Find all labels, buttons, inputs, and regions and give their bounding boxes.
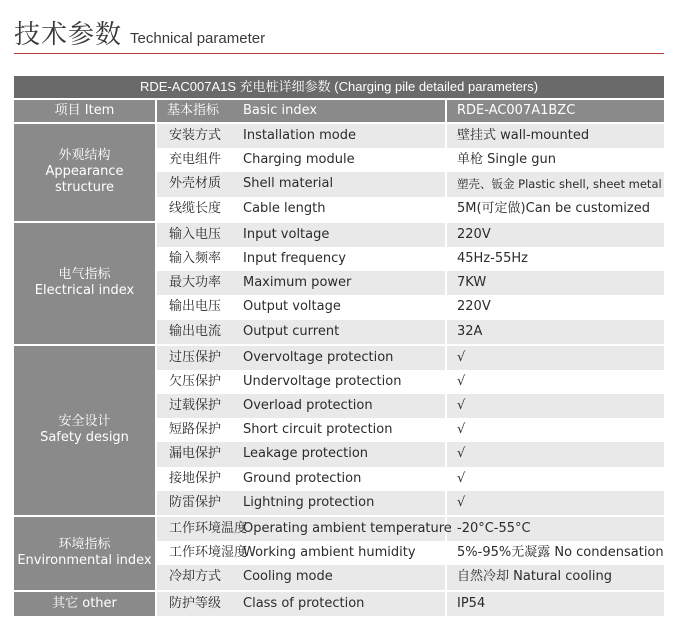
param-name-zh: 输出电压	[169, 299, 222, 315]
param-value: 32A	[457, 323, 483, 339]
param-value: 自然冷却 Natural cooling	[457, 569, 612, 585]
table-header-row	[14, 100, 664, 122]
param-value: 45Hz-55Hz	[457, 250, 528, 266]
table-row	[157, 148, 664, 172]
param-name-en: Overload protection	[243, 394, 447, 418]
param-name-en: Lightning protection	[243, 491, 447, 515]
param-name-zh: 冷却方式	[169, 569, 222, 585]
param-name-zh: 防护等级	[169, 595, 222, 611]
table-row	[157, 124, 664, 148]
table-row	[157, 418, 664, 442]
column-header-basic-zh: 基本指标	[167, 103, 220, 118]
param-value: 单枪 Single gun	[457, 152, 556, 168]
param-name-en: Operating ambient temperature	[243, 517, 447, 541]
check-mark: √	[457, 373, 466, 389]
group-safety-design	[14, 344, 664, 515]
table-row	[157, 565, 664, 589]
param-name-en: Ground protection	[243, 467, 447, 491]
category-label-zh: 其它 other	[52, 595, 117, 611]
param-name-zh: 过压保护	[169, 349, 222, 365]
param-name-en: Input frequency	[243, 247, 447, 271]
table-row	[157, 491, 664, 515]
param-name-en: Working ambient humidity	[243, 541, 447, 565]
param-value: IP54	[457, 595, 486, 611]
param-name-en: Undervoltage protection	[243, 370, 447, 394]
param-name-en: Output voltage	[243, 295, 447, 319]
param-name-en: Short circuit protection	[243, 418, 447, 442]
param-value: 5%-95%无凝露 No condensation	[457, 545, 664, 561]
table-row	[157, 223, 664, 247]
table-row	[157, 394, 664, 418]
parameter-table	[14, 76, 664, 616]
param-name-zh: 短路保护	[169, 422, 222, 438]
table-row	[157, 442, 664, 466]
category-label-zh: 安全设计	[58, 414, 111, 430]
column-header-item: 项目 Item	[14, 100, 157, 122]
param-name-zh: 最大功率	[169, 275, 222, 291]
category-label-zh: 电气指标	[58, 267, 111, 283]
check-mark: √	[457, 398, 466, 414]
param-name-en: Overvoltage protection	[243, 346, 447, 370]
category-cell	[14, 517, 157, 590]
check-mark: √	[457, 349, 466, 365]
param-name-zh: 工作环境湿度	[169, 545, 248, 561]
check-mark: √	[457, 422, 466, 438]
param-value: -20°C-55°C	[457, 521, 531, 536]
param-name-en: Class of protection	[243, 592, 447, 616]
category-label-en: Appearance structure	[45, 164, 124, 196]
param-name-en: Cable length	[243, 197, 447, 221]
param-value: 7KW	[457, 275, 487, 291]
check-mark: √	[457, 446, 466, 462]
param-value: 塑壳、钣金 Plastic shell, sheet metal	[457, 177, 662, 192]
param-name-zh: 工作环境温度	[169, 521, 248, 536]
table-row	[157, 271, 664, 295]
table-row	[157, 346, 664, 370]
category-cell	[14, 346, 157, 515]
param-name-zh: 过载保护	[169, 398, 222, 414]
table-row	[157, 197, 664, 221]
param-name-en: Leakage protection	[243, 442, 447, 466]
param-name-en: Charging module	[243, 148, 447, 172]
column-header-basic-en: Basic index	[243, 103, 318, 118]
param-name-zh: 外壳材质	[169, 176, 222, 192]
table-row	[157, 172, 664, 196]
category-label-en: Safety design	[40, 430, 129, 446]
category-label-en: Electrical index	[34, 283, 135, 299]
table-row	[157, 247, 664, 271]
category-label-zh: 外观结构	[58, 148, 111, 164]
group-electrical-index	[14, 221, 664, 344]
param-name-zh: 输出电流	[169, 323, 222, 339]
table-row	[157, 320, 664, 344]
group-appearance-structure	[14, 122, 664, 221]
category-cell	[14, 124, 157, 221]
page-title-en: Technical parameter	[130, 30, 266, 47]
category-label-en: Environmental index	[17, 553, 152, 569]
table-row	[157, 592, 664, 616]
param-name-zh: 漏电保护	[169, 446, 222, 462]
param-name-en: Cooling mode	[243, 565, 447, 589]
param-name-en: Input voltage	[243, 223, 447, 247]
page-header	[14, 10, 265, 50]
param-name-zh: 输入频率	[169, 250, 222, 266]
param-name-zh: 防雷保护	[169, 494, 222, 510]
param-value: 220V	[457, 226, 491, 242]
column-header-basic-index	[157, 100, 447, 122]
param-name-en: Shell material	[243, 172, 447, 196]
param-name-zh: 线缆长度	[169, 200, 222, 216]
param-name-zh: 欠压保护	[169, 373, 222, 389]
group-other	[14, 590, 664, 616]
table-row	[157, 541, 664, 565]
param-name-en: Maximum power	[243, 271, 447, 295]
param-value: 壁挂式 wall-mounted	[457, 128, 590, 143]
table-row	[157, 467, 664, 491]
category-label-zh: 环境指标	[58, 537, 111, 553]
param-name-en: Installation mode	[243, 124, 447, 148]
page-title-cn: 技术参数	[14, 20, 123, 50]
category-cell	[14, 223, 157, 344]
param-value: 5M(可定做)Can be customized	[457, 200, 650, 216]
param-name-zh: 接地保护	[169, 470, 222, 486]
check-mark: √	[457, 494, 466, 510]
table-row	[157, 295, 664, 319]
param-value: 220V	[457, 299, 491, 315]
param-name-zh: 充电组件	[169, 152, 222, 168]
column-header-model: RDE-AC007A1BZC	[457, 103, 576, 118]
header-divider	[14, 53, 664, 54]
table-row	[157, 370, 664, 394]
param-name-en: Output current	[243, 320, 447, 344]
check-mark: √	[457, 470, 466, 486]
table-row	[157, 517, 664, 541]
table-banner: RDE-AC007A1S 充电桩详细参数 (Charging pile detailed parameters)	[14, 76, 664, 100]
param-name-zh: 安装方式	[169, 128, 222, 143]
group-environmental-index	[14, 515, 664, 590]
param-name-zh: 输入电压	[169, 226, 222, 242]
category-cell	[14, 592, 157, 616]
